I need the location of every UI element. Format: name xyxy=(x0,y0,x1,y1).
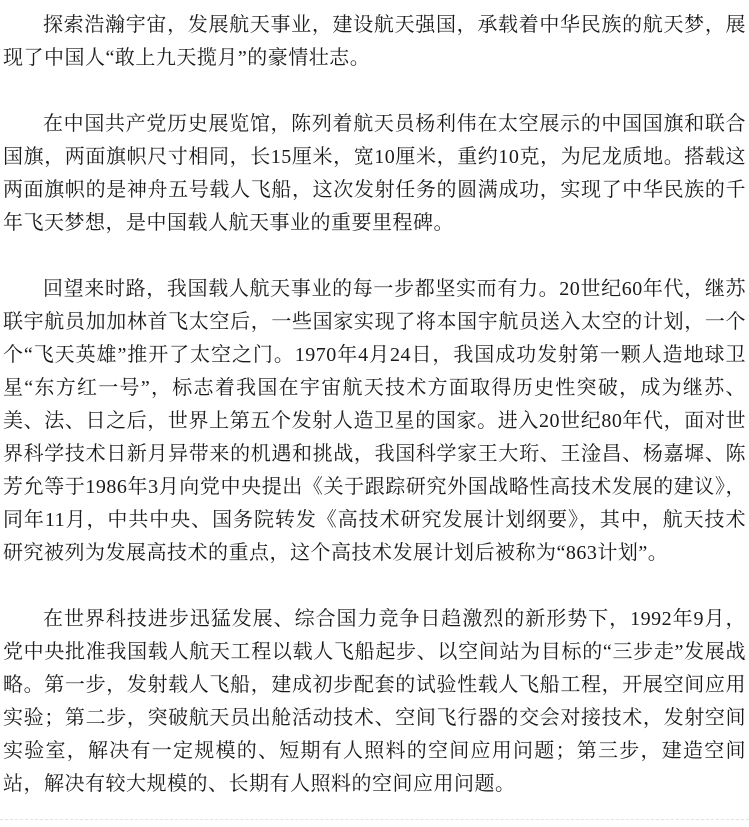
paragraph-exhibition-flags: 在中国共产党历史展览馆，陈列着航天员杨利伟在太空展示的中国国旗和联合国旗，两面旗帜尺寸相同，长15厘米，宽10厘米，重约10克，为尼龙质地。搭载这两面旗帜的是神舟五号载人飞船，这次发射任务的圆满成功，实现了中华民族的千年飞天梦想，是中国载人航天事业的重要里程碑。 xyxy=(3,113,746,234)
paragraph-history-863-program: 回望来时路，我国载人航天事业的每一步都坚实而有力。20世纪60年代，继苏联宇航员加加林首飞太空后，一些国家实现了将本国宇航员送入太空的计划，一个个“飞天英雄”推开了太空之门。1970年4月24日，我国成功发射第一颗人造地球卫星“东方红一号”，标志着我国在宇宙航天技术方面取得历史性突破，成为继苏、美、法、日之后，世界上第五个发射人造卫星的国家。进入20世纪80年代，面对世界科学技术日新月异带来的机遇和挑战，我国科学家王大珩、王淦昌、杨嘉墀、陈芳允等于1986年3月向党中央提出《关于跟踪研究外国战略性高技术发展的建议》，同年11月，中共中央、国务院转发《高技术研究发展计划纲要》，其中，航天技术研究被列为发展高技术的重点，这个高技术发展计划后被称为“863计划”。 xyxy=(3,278,746,564)
page-bottom-divider xyxy=(0,819,749,820)
paragraph-intro-space-dream: 探索浩瀚宇宙，发展航天事业，建设航天强国，承载着中华民族的航天梦，展现了中国人“敢上九天揽月”的豪情壮志。 xyxy=(3,14,746,69)
paragraph-three-step-strategy: 在世界科技进步迅猛发展、综合国力竞争日趋激烈的新形势下，1992年9月，党中央批准我国载人航天工程以载人飞船起步、以空间站为目标的“三步走”发展战略。第一步，发射载人飞船，建成初步配套的试验性载人飞船工程，开展空间应用实验；第二步，突破航天员出舱活动技术、空间飞行器的交会对接技术，发射空间实验室，解决有一定规模的、短期有人照料的空间应用问题；第三步，建造空间站，解决有较大规模的、长期有人照料的空间应用问题。 xyxy=(3,608,746,795)
